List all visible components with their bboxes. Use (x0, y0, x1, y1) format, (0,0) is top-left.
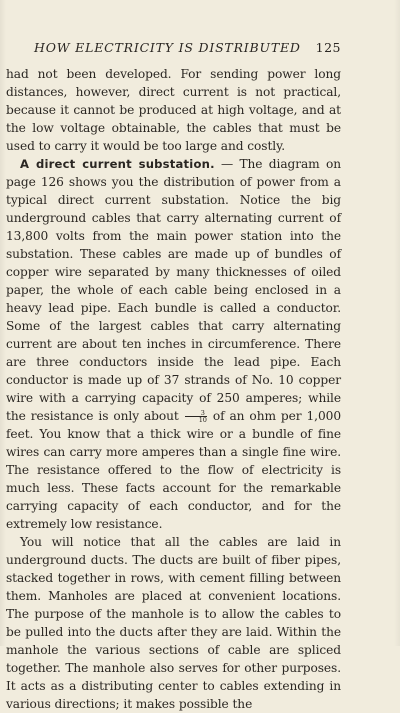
fraction-denominator: 10 (198, 416, 207, 424)
paragraph-2-text-start: — The diagram on page 126 shows you the distribution of power from a typical direct current substation. Notice the big underground cables that carry alternating current of 13,800 volts from the main power station into the substation. These cables are made up of bundles of copper wire separated by many thicknesses of oiled paper, the whole of each cable being enclosed in a heavy lead pipe. Each bundle is called a conductor. Some of the largest cables that carry alternating current are about ten inches in circumference. There are three conductors inside the lead pipe. Each conductor is made up of 37 strands of No. 10 copper wire with a carrying capacity of 250 amperes; while the resistance is only about (6, 157, 342, 423)
paragraph-3-text: You will notice that all the cables are laid in underground ducts. The ducts are built of fiber pipes, stacked together in rows, with cement filling between them. Manholes are placed at convenient locations. The purpose of the manhole is to allow the cables to be pulled into the ducts after they are laid. Within the manhole the various sections of cable are spliced together. The manhole also serves for other purposes. It acts as a distributing center to cables extending in various directions; it makes possible the (6, 535, 341, 711)
paragraph-2 (6, 155, 341, 533)
section-heading: A direct current substation. (20, 157, 215, 171)
running-head: HOW ELECTRICITY IS DISTRIBUTED (34, 40, 301, 55)
body-text (6, 65, 341, 713)
paragraph-1 (6, 65, 341, 155)
page-header (34, 39, 341, 57)
paragraph-1-text: had not been developed. For sending power long distances, however, direct current is not practical, because it cannot be produced at high voltage, and at the low voltage obtainable, the cables that must be used to carry it would be too large and costly. (6, 67, 341, 153)
paragraph-3 (6, 533, 341, 713)
fraction (185, 410, 207, 423)
fraction-numerator: 3 (185, 410, 207, 417)
page-number: 125 (315, 40, 341, 55)
paragraph-2-text-end: of an ohm per 1,000 feet. You know that a thick wire or a bundle of fine wires can carry more amperes than a single fine wire. The resistance offered to the flow of electricity is much less. These facts account for the remarkable carrying capacity of each conductor, and for the extremely low resistance. (6, 409, 341, 531)
